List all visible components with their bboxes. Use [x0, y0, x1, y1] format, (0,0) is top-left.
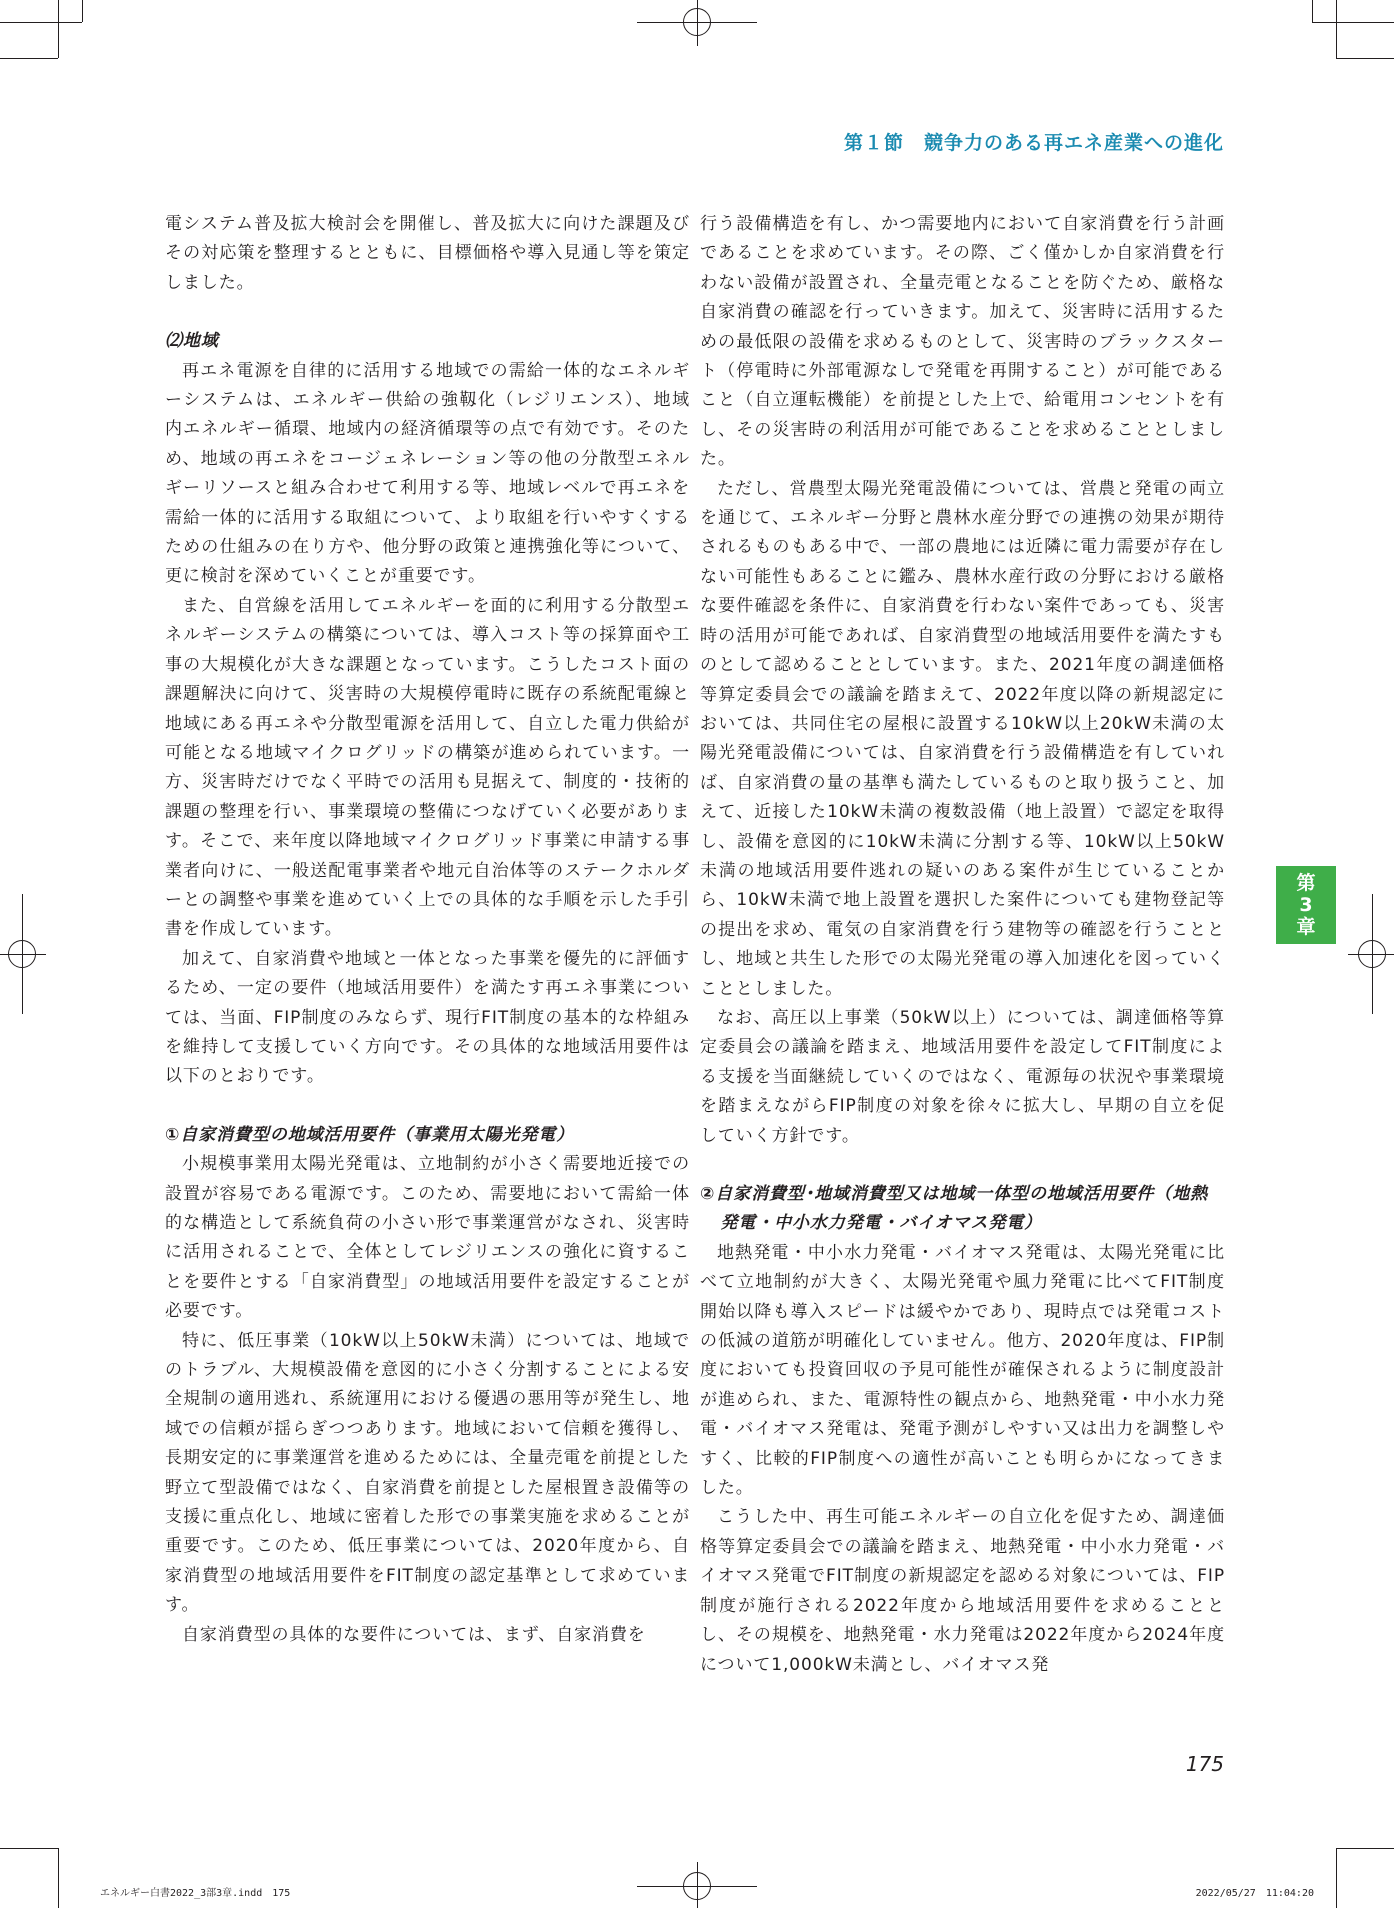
paragraph: 小規模事業用太陽光発電は、立地制約が小さく需要地近接での設置が容易である電源です。このため、需要地において需給一体的な構造として系統負荷の小さい形で事業運営がなされ、災害時に活用されることで、全体としてレジリエンスの強化に資することを要件とする「自家消費型」の地域活用要件を設定することが必要です。	[165, 1154, 690, 1322]
paragraph: 加えて、自家消費や地域と一体となった事業を優先的に評価するため、一定の要件（地域活用要件）を満たす再エネ事業については、当面、FIP制度のみならず、現行FIT制度の基本的な枠組みを維持して支援していく方向です。その具体的な地域活用要件は以下のとおりです。	[165, 948, 690, 1087]
chapter-tab	[1276, 866, 1336, 944]
paragraph: こうした中、再生可能エネルギーの自立化を促すため、調達価格等算定委員会での議論を踏まえ、地熱発電・中小水力発電・バイオマス発電でFIT制度の新規認定を認める対象については、FIP制度が施行される2022年度から地域活用要件を求めることとし、その規模を、地熱発電・水力発電は2022年度から2024年度について1,000kW未満とし、バイオマス発	[700, 1507, 1225, 1675]
heading-geothermal-requirements: ②自家消費型･地域消費型又は地域一体型の地域活用要件（地熱発電・中小水力発電・バイオマス発電）	[700, 1184, 1208, 1234]
paragraph: 行う設備構造を有し、かつ需要地内において自家消費を行う計画であることを求めています。その際、ごく僅かしか自家消費を行わない設備が設置され、全量売電となることを防ぐため、厳格な自家消費の確認を行っていきます。加えて、災害時に活用するための最低限の設備を求めるものとして、災害時のブラックスタート（停電時に外部電源なしで発電を再開すること）が可能であること（自立運転機能）を前提とした上で、給電用コンセントを有し、その災害時の利活用が可能であることを求めることとしました。	[700, 214, 1225, 470]
right-column	[700, 210, 1225, 1680]
chapter-tab-number: 3	[1299, 894, 1313, 916]
left-column	[165, 210, 690, 1650]
section-header: 第１節 競争力のある再エネ産業への進化	[843, 132, 1224, 154]
chapter-tab-line: 章	[1296, 916, 1316, 938]
footer-timestamp: 2022/05/27 11:04:20	[1195, 1888, 1314, 1899]
paragraph: 再エネ電源を自律的に活用する地域での需給一体的なエネルギーシステムは、エネルギー供給の強靱化（レジリエンス）、地域内エネルギー循環、地域内の経済循環等の点で有効です。そのため、地域の再エネをコージェネレーション等の他の分散型エネルギーリソースと組み合わせて利用する等、地域レベルで再エネを需給一体的に活用する取組について、より取組を行いやすくするための仕組みの在り方や、他分野の政策と連携強化等について、更に検討を深めていくことが重要です。	[165, 360, 690, 587]
paragraph: 自家消費型の具体的な要件については、まず、自家消費を	[182, 1624, 646, 1645]
paragraph: なお、高圧以上事業（50kW以上）については、調達価格等算定委員会の議論を踏まえ、地域活用要件を設定してFIT制度による支援を当面継続していくのではなく、電源毎の状況や事業環境を踏まえながらFIP制度の対象を徐々に拡大し、早期の自立を促していく方針です。	[700, 1007, 1225, 1146]
paragraph: ただし、営農型太陽光発電設備については、営農と発電の両立を通じて、エネルギー分野と農林水産分野での連携の効果が期待されるものもある中で、一部の農地には近隣に電力需要が存在しない可能性もあることに鑑み、農林水産行政の分野における厳格な要件確認を条件に、自家消費を行わない案件であっても、災害時の活用が可能であれば、自家消費型の地域活用要件を満たすものとして認めることとしています。また、2021年度の調達価格等算定委員会での議論を踏まえて、2022年度以降の新規認定においては、共同住宅の屋根に設置する10kW以上20kW未満の太陽光発電設備については、自家消費を行う設備構造を有していれば、自家消費の量の基準も満たしているものと取り扱うこと、加えて、近接した10kW未満の複数設備（地上設置）で認定を取得し、設備を意図的に10kW未満に分割する等、10kW以上50kW未満の地域活用要件逃れの疑いのある案件が生じていることから、10kW未満で地上設置を選択した案件についても建物登記等の提出を求め、電気の自家消費を行う建物等の確認を行うこととし、地域と共生した形での太陽光発電の導入加速化を図っていくこととしました。	[700, 478, 1225, 999]
paragraph: 特に、低圧事業（10kW以上50kW未満）については、地域でのトラブル、大規模設備を意図的に小さく分割することによる安全規制の適用逃れ、系統運用における優遇の悪用等が発生し、地域での信頼が揺らぎつつあります。地域において信頼を獲得し、長期安定的に事業運営を進めるためには、全量売電を前提とした野立て型設備ではなく、自家消費を前提とした屋根置き設備等の支援に重点化し、地域に密着した形での事業実施を求めることが重要です。このため、低圧事業については、2020年度から、自家消費型の地域活用要件をFIT制度の認定基準として求めています。	[165, 1330, 690, 1616]
page-number: 175	[1185, 1752, 1224, 1776]
footer-filename: エネルギー白書2022_3部3章.indd 175	[100, 1888, 291, 1899]
paragraph: また、自営線を活用してエネルギーを面的に利用する分散型エネルギーシステムの構築については、導入コスト等の採算面や工事の大規模化が大きな課題となっています。こうしたコスト面の課題解決に向けて、災害時の大規模停電時に既存の系統配電線と地域にある再エネや分散型電源を活用して、自立した電力供給が可能となる地域マイクログリッドの構築が進められています。一方、災害時だけでなく平時での活用も見据えて、制度的・技術的課題の整理を行い、事業環境の整備につなげていく必要があります。そこで、来年度以降地域マイクログリッド事業に申請する事業者向けに、一般送配電事業者や地元自治体等のステークホルダーとの調整や事業を進めていく上での具体的な手順を示した手引書を作成しています。	[165, 595, 690, 940]
heading-region: ⑵地域	[165, 331, 219, 352]
paragraph: 地熱発電・中小水力発電・バイオマス発電は、太陽光発電に比べて立地制約が大きく、太陽光発電や風力発電に比べてFIT制度開始以降も導入スピードは緩やかであり、現時点では発電コストの低減の道筋が明確化していません。他方、2020年度は、FIP制度においても投資回収の予見可能性が確保されるように制度設計が進められ、また、電源特性の観点から、地熱発電・中小水力発電・バイオマス発電は、発電予測がしやすい又は出力を調整しやすく、比較的FIP制度への適性が高いことも明らかになってきました。	[700, 1242, 1225, 1499]
heading-solar-requirements: ①自家消費型の地域活用要件（事業用太陽光発電）	[165, 1124, 575, 1145]
paragraph: 電システム普及拡大検討会を開催し、普及拡大に向けた課題及びその対応策を整理するとともに、目標価格や導入見通し等を策定しました。	[165, 214, 690, 293]
chapter-tab-line: 第	[1296, 872, 1316, 894]
